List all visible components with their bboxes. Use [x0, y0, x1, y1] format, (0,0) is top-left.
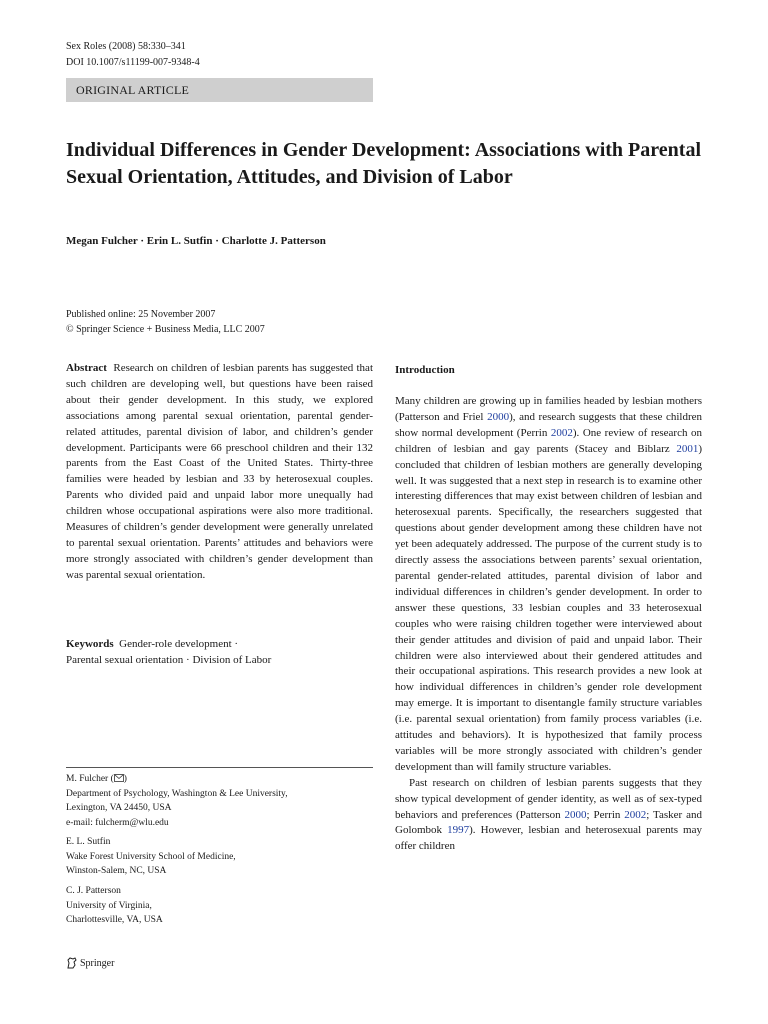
- abstract-label: Abstract: [66, 362, 107, 374]
- article-type-banner: ORIGINAL ARTICLE: [66, 78, 373, 102]
- affiliation-line: Charlottesville, VA, USA: [66, 915, 163, 925]
- affiliation-name: C. J. Patterson: [66, 886, 121, 896]
- springer-horse-icon: [66, 957, 78, 969]
- affiliation-sutfin: [66, 835, 373, 879]
- intro-paragraph-2: Past research on children of lesbian parents suggests that they show typical development of gender identity, as well as of sex-typed behaviors and preferences (Patterson 2000; Perrin 2002; Tasker and Golombok 1997). However, lesbian and heterosexual parents may offer children: [395, 776, 702, 853]
- keywords: [66, 637, 373, 669]
- affiliation-patterson: [66, 884, 373, 928]
- affiliation-line: Winston-Salem, NC, USA: [66, 866, 167, 876]
- affiliation-line: Lexington, VA 24450, USA: [66, 803, 172, 813]
- citation-link[interactable]: 2000: [487, 410, 510, 423]
- keywords-line2: Parental sexual orientation · Division of Labor: [66, 653, 272, 666]
- affiliation-line: Department of Psychology, Washington & Lee University,: [66, 788, 288, 799]
- affiliation-email: e-mail: fulcherm@wlu.edu: [66, 817, 169, 828]
- footnote-divider: [66, 767, 373, 768]
- abstract: [66, 361, 373, 584]
- introduction-heading: Introduction: [395, 364, 455, 376]
- affiliation-line: University of Virginia,: [66, 900, 152, 911]
- copyright: © Springer Science + Business Media, LLC 2007: [66, 324, 265, 335]
- citation-link[interactable]: 2001: [676, 442, 699, 455]
- doi: DOI 10.1007/s11199-007-9348-4: [66, 57, 200, 68]
- journal-citation: Sex Roles (2008) 58:330–341: [66, 41, 186, 52]
- keywords-line1: Gender-role development ·: [119, 638, 239, 650]
- citation-link[interactable]: 2002: [624, 808, 647, 821]
- affiliation-name: M. Fulcher (: [66, 774, 114, 784]
- published-date: Published online: 25 November 2007: [66, 309, 216, 320]
- publication-info: [66, 307, 265, 337]
- publisher-footer: [66, 957, 114, 969]
- article-title: Individual Differences in Gender Development: Associations with Parental Sexual Orientation, Attitudes, and Division of Labor: [66, 139, 701, 188]
- envelope-icon: [114, 774, 124, 782]
- affiliation-name: E. L. Sutfin: [66, 837, 111, 847]
- keywords-label: Keywords: [66, 638, 114, 650]
- citation-link[interactable]: 1997: [447, 824, 470, 837]
- affiliation-fulcher: M. Fulcher ( ) Department of Psychology, Washington & Lee University, Lexington, VA 24450, USA e-mail: fulcherm@wlu.edu: [66, 772, 373, 830]
- citation-link[interactable]: 2002: [550, 426, 573, 439]
- affiliation-line: Wake Forest University School of Medicine,: [66, 851, 236, 862]
- authors: Megan Fulcher · Erin L. Sutfin · Charlotte J. Patterson: [66, 235, 326, 247]
- introduction-body: [395, 394, 702, 855]
- abstract-text: Research on children of lesbian parents has suggested that such children are developing well, but questions have been raised about their gender development. In this study, we explored associations among parental sexual orientation, parental gender-related attitudes, parental division of labor, and children’s gender development. Participants were 66 preschool children and their 132 parents from the East Coast of the United States. Thirty-three families were headed by lesbian and 33 by heterosexual couples. Parents who divided paid and unpaid labor more unequally had children whose occupational aspirations were also more traditional. Measures of children’s gender development were generally unrelated to parental sexual orientation. Parents’ attitudes and behaviors were more strongly associated with children’s gender development than was parental sexual orientation.: [66, 362, 373, 581]
- intro-paragraph-1: Many children are growing up in families headed by lesbian mothers (Patterson and Friel 2000), and research suggests that these children show normal development (Perrin 2002). One review of research on children of lesbian and gay parents (Stacey and Biblarz 2001) concluded that children of lesbian mothers are generally developing well. It was suggested that a next step in research is to examine other interesting differences that may exist between children of lesbian and heterosexual parents. Specifically, the researchers suggested that questions about gender development among these children have not yet been adequately addressed. The purpose of the current study is to directly assess the associations between parents’ sexual orientation, parental gender-related attitudes, parental division of labor and individual differences in children’s gender development. In order to answer these questions, 33 lesbian couples and 33 heterosexual couples who were raising children together were interviewed about their gender attitudes and division of paid and unpaid labor. Their children were also interviewed about their gendered attitudes and their occupational aspirations. This research provides a new look at how individual differences in children’s gender role development may emerge. It is important to disentangle family structure variables (i.e. parental sexual orientation) from family process variables (i.e. attitudes and behaviors). It is hypothesized that family process variables will be more strongly associated with children’s gender development than will family structure variables.: [395, 395, 702, 773]
- citation-link[interactable]: 2000: [564, 808, 587, 821]
- publisher-name: Springer: [80, 957, 115, 969]
